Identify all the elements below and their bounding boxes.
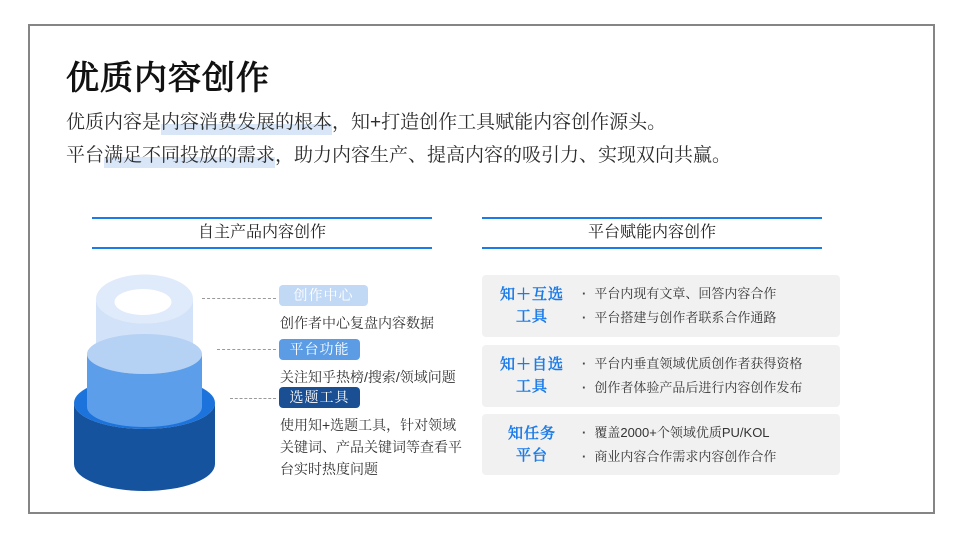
funnel-label-creation-center: 创作中心 xyxy=(279,285,368,306)
connector-dashed-line xyxy=(217,349,276,350)
bullet-item: · 平台内垂直领域优质创作者获得资格 xyxy=(582,352,834,376)
funnel-tier2-top xyxy=(87,334,202,374)
funnel-label-topic-tool: 选题工具 xyxy=(279,387,360,408)
row-label: 知＋自选 工具 xyxy=(499,356,564,395)
bullet-item: · 创作者体验产品后进行内容创作发布 xyxy=(582,376,834,400)
row-bullet-list xyxy=(582,282,840,330)
intro-text xyxy=(66,106,731,172)
connector-dashed-line xyxy=(230,398,276,399)
platform-row-task-platform xyxy=(482,414,840,475)
funnel-chart xyxy=(72,267,218,495)
highlighted-text: 满足不同投放的需求 xyxy=(104,145,276,166)
platform-row-mutual-select-tool xyxy=(482,275,840,337)
page-title: 优质内容创作 xyxy=(66,59,270,96)
highlighted-text: 内容消费发展的根本 xyxy=(161,112,333,133)
right-section-header: 平台赋能内容创作 xyxy=(482,217,822,249)
row-bullet-list xyxy=(582,352,840,400)
bullet-item: · 覆盖2000+个领域优质PU/KOL xyxy=(582,421,834,445)
funnel-desc-platform-features: 关注知乎热榜/搜索/领域问题 xyxy=(280,369,456,385)
connector-dashed-line xyxy=(202,298,276,299)
intro-line-1: 优质内容是内容消费发展的根本，知+打造创作工具赋能内容创作源头。 xyxy=(66,112,667,133)
bullet-item: · 平台内现有文章、回答内容合作 xyxy=(582,282,834,306)
row-label: 知＋互选 工具 xyxy=(499,286,564,325)
funnel-desc-topic-tool: 使用知+选题工具，针对领域关键词、产品关键词等查看平台实时热度问题 xyxy=(280,417,462,477)
left-section-header: 自主产品内容创作 xyxy=(92,217,432,249)
row-label: 知任务 平台 xyxy=(507,424,556,464)
bullet-item: · 平台搭建与创作者联系合作通路 xyxy=(582,306,834,330)
funnel-label-platform-features: 平台功能 xyxy=(279,339,360,360)
bullet-item: · 商业内容合作需求内容创作合作 xyxy=(582,445,834,469)
slide-canvas xyxy=(28,24,935,514)
intro-line-2: 平台满足不同投放的需求，助力内容生产、提高内容的吸引力、实现双向共赢。 xyxy=(66,145,732,166)
platform-row-self-select-tool xyxy=(482,345,840,407)
funnel-desc-creation-center: 创作者中心复盘内容数据 xyxy=(280,315,434,331)
funnel-tier1-hole xyxy=(115,289,172,315)
row-bullet-list xyxy=(582,421,840,469)
